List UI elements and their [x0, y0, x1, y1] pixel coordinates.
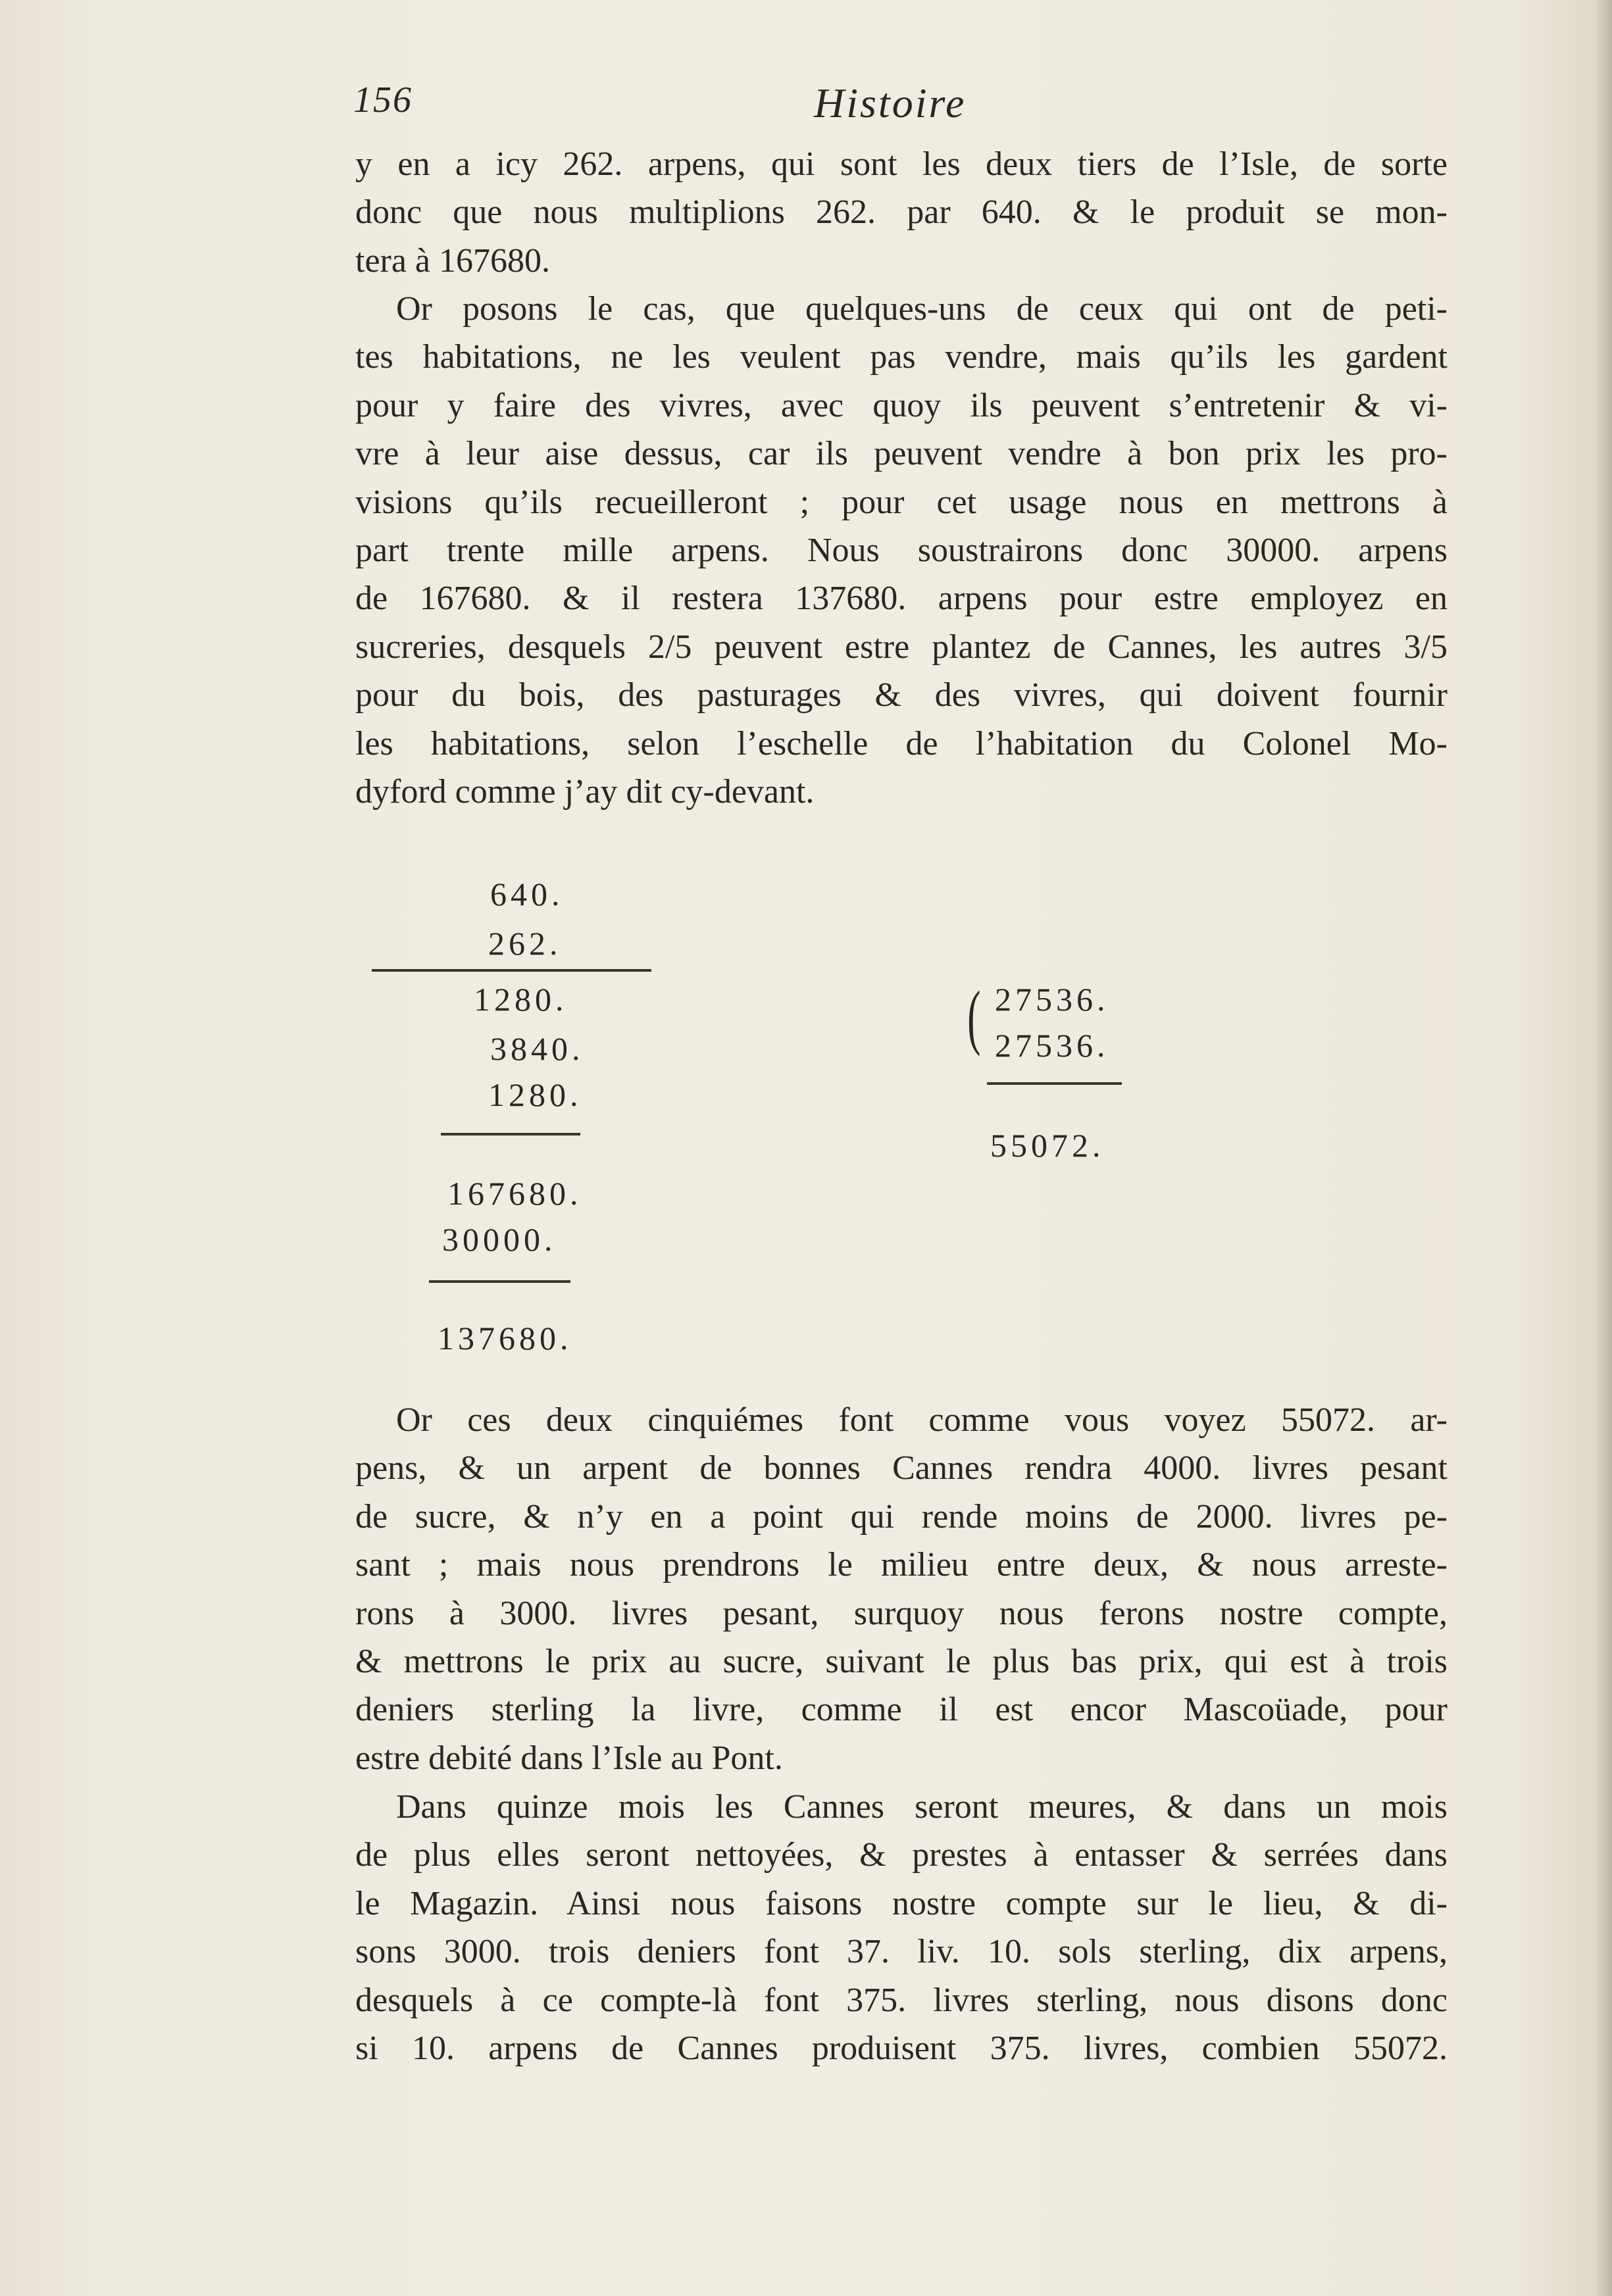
- text-line: y en a icy 262. arpens, qui sont les deux tiers de l’Isle, de sorte: [355, 145, 1448, 183]
- partial-product-3: 1280.: [488, 1076, 582, 1113]
- addend-1: 27536.: [995, 981, 1109, 1018]
- text-line: & mettrons le prix au sucre, suivant le plus bas prix, qui est à trois: [355, 1643, 1448, 1681]
- text-line: pens, & un arpent de bonnes Cannes rendra 4000. livres pesant: [355, 1449, 1448, 1487]
- text-line: sucreries, desquels 2/5 peuvent estre plantez de Cannes, les autres 3/5: [355, 628, 1448, 666]
- rule-multiplication: [372, 969, 651, 972]
- text-line: sons 3000. trois deniers font 37. liv. 10. sols sterling, dix arpens,: [355, 1933, 1448, 1971]
- text-line: part trente mille arpens. Nous soustrairons donc 30000. arpens: [355, 532, 1448, 570]
- paragraph-2: [355, 285, 1448, 816]
- text-line: vre à leur aise dessus, car ils peuvent vendre à bon prix les pro-: [355, 435, 1448, 473]
- product: 167680.: [447, 1175, 582, 1212]
- text-line: de plus elles seront nettoyées, & prestes à entasser & serrées dans: [355, 1836, 1448, 1874]
- subtrahend: 30000.: [442, 1221, 557, 1258]
- running-head: [353, 79, 1459, 138]
- text-line: tera à 167680.: [355, 241, 551, 280]
- multiplicand: 640.: [490, 876, 564, 912]
- page-number: 156: [353, 80, 413, 120]
- text-line: Or posons le cas, que quelques-uns de ceux qui ont de peti-: [396, 290, 1448, 328]
- text-line: donc que nous multiplions 262. par 640. & le produit se mon-: [355, 193, 1448, 232]
- rule-subtraction: [429, 1280, 570, 1283]
- text-line: desquels à ce compte-là font 375. livres sterling, nous disons donc: [355, 1981, 1448, 2019]
- sum: 55072.: [990, 1127, 1105, 1164]
- text-line: deniers sterling la livre, comme il est encor Mascoüade, pour: [355, 1691, 1448, 1729]
- text-line: pour du bois, des pasturages & des vivres, qui doivent fournir: [355, 676, 1448, 714]
- text-line: le Magazin. Ainsi nous faisons nostre compte sur le lieu, & di-: [355, 1884, 1448, 1922]
- text-line: rons à 3000. livres pesant, surquoy nous ferons nostre compte,: [355, 1594, 1448, 1632]
- text-line: tes habitations, ne les veulent pas vendre, mais qu’ils les gardent: [355, 338, 1448, 376]
- text-line: Dans quinze mois les Cannes seront meures, & dans un mois: [396, 1788, 1448, 1826]
- partial-product-2: 3840.: [490, 1030, 584, 1067]
- multiplier: 262.: [488, 925, 562, 962]
- difference: 137680.: [438, 1320, 572, 1357]
- text-line: de sucre, & n’y en a point qui rende moins de 2000. livres pe-: [355, 1497, 1448, 1535]
- text-line: visions qu’ils recueilleront ; pour cet usage nous en mettrons à: [355, 483, 1448, 521]
- partial-product-1: 1280.: [474, 981, 568, 1018]
- paragraph-3: [355, 1396, 1448, 1782]
- text-line: si 10. arpens de Cannes produisent 375. livres, combien 55072.: [355, 2030, 1448, 2068]
- text-line: de 167680. & il restera 137680. arpens pour estre employez en: [355, 580, 1448, 618]
- text-line: pour y faire des vivres, avec quoy ils peuvent s’entretenir & vi-: [355, 386, 1448, 424]
- text-line: Or ces deux cinquiémes font comme vous voyez 55072. ar-: [396, 1401, 1448, 1439]
- rule-addition: [987, 1082, 1122, 1085]
- running-title: Histoire: [814, 80, 967, 126]
- brace-symbol: (: [967, 976, 981, 1057]
- paragraph-4: [355, 1783, 1448, 2072]
- rule-sum: [441, 1133, 580, 1136]
- paragraph-1: [355, 140, 1448, 285]
- text-line: estre debité dans l’Isle au Pont.: [355, 1739, 783, 1777]
- text-line: sant ; mais nous prendrons le milieu entre deux, & nous arreste-: [355, 1546, 1448, 1584]
- text-line: dyford comme j’ay dit cy-devant.: [355, 773, 815, 811]
- page-gutter-shadow: [1595, 0, 1612, 2296]
- addend-2: 27536.: [995, 1027, 1109, 1064]
- text-line: les habitations, selon l’eschelle de l’habitation du Colonel Mo-: [355, 724, 1448, 762]
